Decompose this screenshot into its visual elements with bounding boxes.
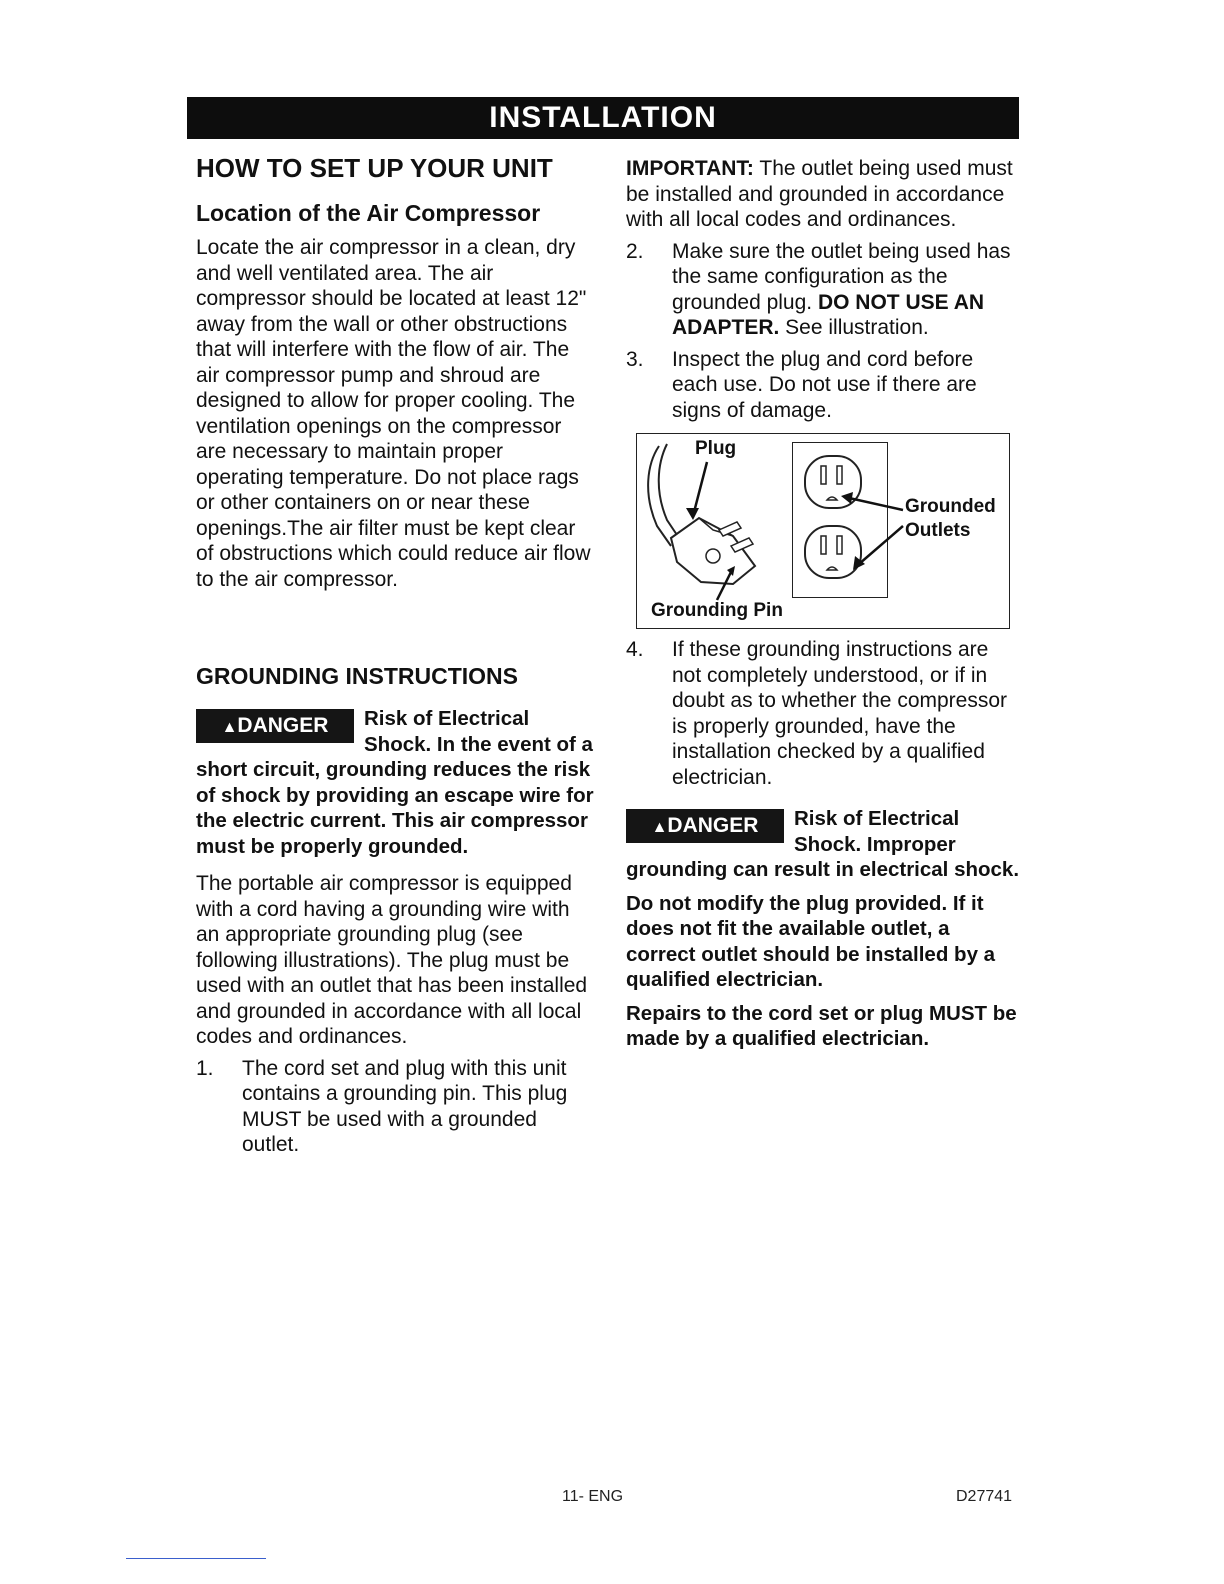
plug-label: Plug bbox=[695, 438, 737, 459]
list-text: The cord set and plug with this unit contains a grounding pin. This plug MUST be used with a grounded outlet. bbox=[242, 1056, 568, 1156]
grounding-heading: GROUNDING INSTRUCTIONS bbox=[196, 663, 518, 689]
important-paragraph bbox=[626, 156, 1021, 233]
left-column bbox=[196, 152, 596, 1158]
list-number: 4. bbox=[626, 638, 644, 661]
grounding-pin-label: Grounding Pin bbox=[651, 600, 783, 621]
danger-text: Risk of Electrical Shock. In the event of a short circuit, grounding reduces the risk of shock by providing an escape wire for the electric current. This air compressor must be properly grounded. bbox=[196, 707, 594, 858]
danger-notice-1 bbox=[196, 706, 596, 859]
location-paragraph: Locate the air compressor in a clean, dry and well ventilated area. The air compressor should be located at least 12" away from the wall or other obstructions that will interfere with the flow of air. The air compressor pump and shroud are designed to allow for proper cooling. The ventilation openings on the compressor are necessary to maintain proper operating temperature. Do not place rags or other containers on or near these openings.The air filter must be kept clear of obstructions which could reduce air flow to the air compressor. bbox=[196, 236, 591, 591]
important-text: The outlet being used must be installed and grounded in accordance with all local codes and ordinances. bbox=[626, 157, 1013, 231]
important-label: IMPORTANT: bbox=[626, 157, 754, 180]
plug-outlet-illustration bbox=[636, 433, 1010, 629]
page-number: 11- ENG bbox=[562, 1488, 624, 1505]
document-code: D27741 bbox=[956, 1488, 1013, 1505]
outlets-label: Outlets bbox=[905, 520, 971, 541]
warning-triangle-icon: ▲ bbox=[651, 819, 668, 836]
list-text: Inspect the plug and cord before each use. Do not use if there are signs of damage. bbox=[672, 347, 977, 422]
plug-drawing bbox=[637, 434, 1011, 630]
danger-notice-2 bbox=[626, 806, 1021, 883]
grounded-label: Grounded bbox=[905, 496, 996, 517]
page-title: HOW TO SET UP YOUR UNIT bbox=[196, 153, 553, 183]
modify-warning: Do not modify the plug provided. If it does not fit the available outlet, a correct outlet should be installed by a qualified electrician. bbox=[626, 891, 996, 991]
repairs-warning: Repairs to the cord set or plug MUST be made by a qualified electrician. bbox=[626, 1001, 1017, 1050]
right-column bbox=[626, 152, 1021, 1052]
warning-triangle-icon: ▲ bbox=[221, 719, 238, 736]
list-number: 1. bbox=[196, 1056, 214, 1080]
list-text: Make sure the outlet being used has the same configuration as the grounded plug. DO NOT USE AN ADAPTER. See illustration. bbox=[672, 239, 1011, 339]
portable-paragraph: The portable air compressor is equipped with a cord having a grounding wire with an appropriate grounding plug (see following illustrations). The plug must be used with an outlet that has been installed and grounded in accordance with all local codes and ordinances. bbox=[196, 872, 588, 1048]
instruction-list bbox=[196, 1056, 596, 1158]
list-item bbox=[626, 347, 1021, 424]
list-item bbox=[626, 637, 1021, 790]
location-heading: Location of the Air Compressor bbox=[196, 200, 541, 226]
list-item bbox=[626, 239, 1021, 341]
section-banner: INSTALLATION bbox=[187, 97, 1019, 139]
danger-text: Risk of Electrical Shock. Improper grounding can result in electrical shock. bbox=[626, 807, 1020, 881]
danger-badge: ▲DANGER bbox=[626, 809, 784, 843]
danger-badge: ▲DANGER bbox=[196, 709, 354, 743]
bottom-rule bbox=[126, 1558, 266, 1559]
list-text: If these grounding instructions are not completely understood, or if in doubt as to whether the compressor is properly grounded, have the installation checked by a qualified electrician. bbox=[672, 638, 1008, 789]
list-number: 2. bbox=[626, 239, 644, 263]
list-item bbox=[196, 1056, 596, 1158]
list-number: 3. bbox=[626, 347, 644, 371]
